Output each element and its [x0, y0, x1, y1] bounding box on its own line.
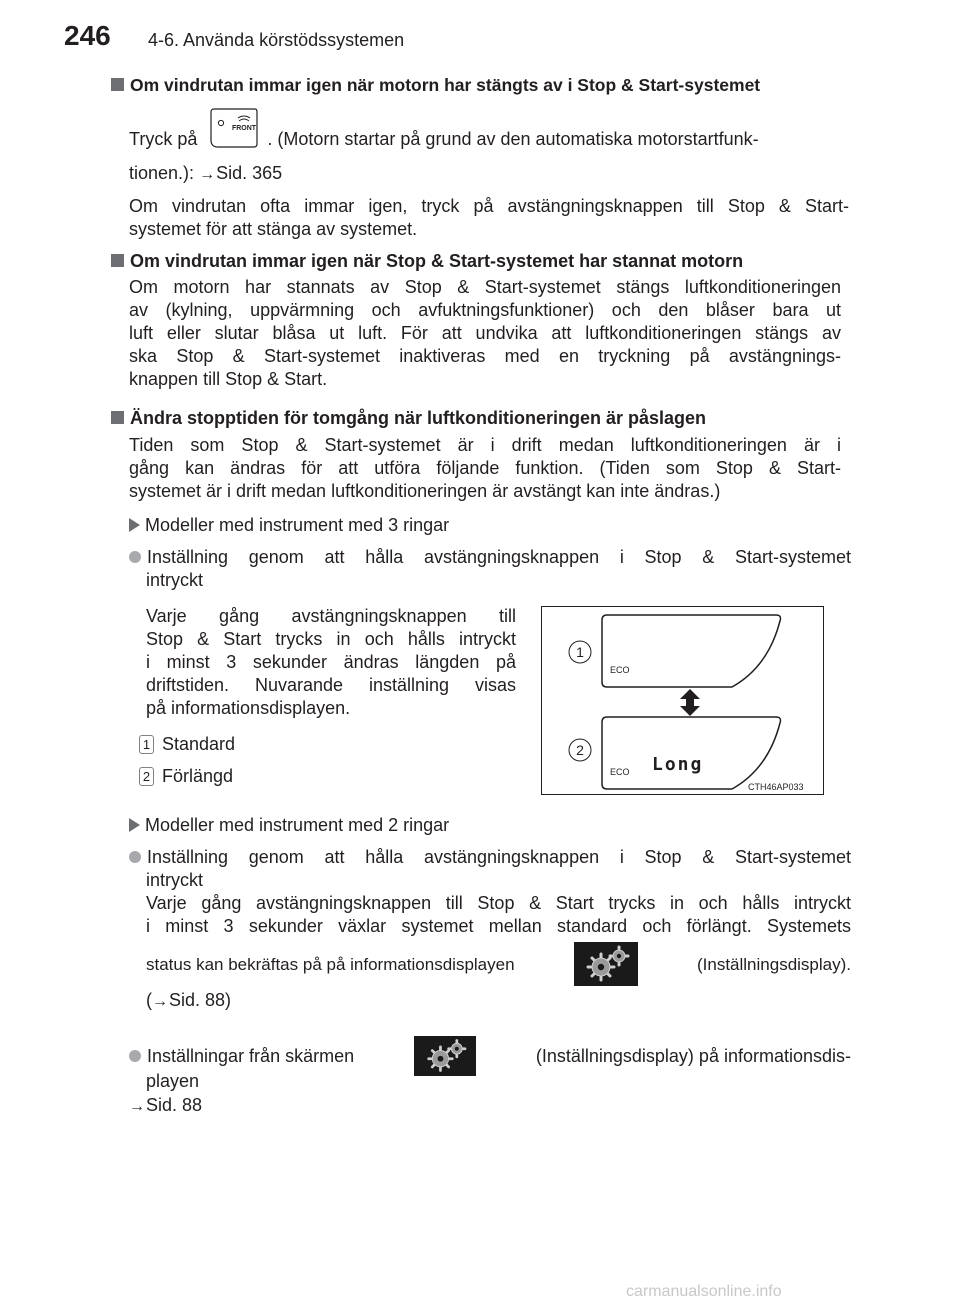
legend-label: Standard: [162, 734, 236, 754]
paragraph-front-defroster: [129, 126, 849, 154]
display-outline-standard: [602, 615, 781, 687]
legend-item-1: [139, 733, 235, 756]
heading-square-icon: [111, 78, 124, 91]
text: Inställning genom att hålla avstängningsknappen i Stop & Start-systemet: [147, 847, 851, 867]
subsection-2-rings: [129, 814, 449, 837]
circle-bullet-icon: [129, 551, 141, 563]
svg-text:2: 2: [576, 742, 584, 758]
circle-bullet-icon: [129, 1050, 141, 1062]
text-line: ska Stop & Start-systemet inaktiveras med en tryckning på avstängnings-: [129, 346, 841, 366]
text-line: Tiden som Stop & Start-systemet är i drift medan luftkonditioneringen är i: [129, 435, 841, 455]
text: status kan bekräftas på på informationsdisplayen: [146, 954, 515, 974]
legend-label: Förlängd: [162, 766, 234, 786]
text: (Inställningsdisplay) på informationsdis-: [535, 1045, 851, 1066]
text: Tryck på: [129, 128, 198, 149]
section-heading-2: [111, 251, 743, 272]
subsection-3-rings: [129, 514, 449, 537]
text-line: intryckt: [146, 870, 204, 890]
arrow-icon: →: [152, 993, 168, 1010]
text-line: i minst 3 sekunder ändras längden på: [146, 652, 516, 672]
bullet-hold-button-3ring: [129, 546, 851, 592]
double-arrow-icon: [680, 689, 700, 716]
status-line: [146, 942, 851, 986]
subsection-label: Modeller med instrument med 2 ringar: [145, 815, 450, 835]
reference-line-2: [129, 1094, 202, 1118]
triangle-bullet-icon: [129, 818, 140, 832]
text: Inställning genom att hålla avstängningsknappen i Stop & Start-systemet: [147, 547, 851, 567]
text: Inställningar från skärmen: [147, 1045, 355, 1066]
paragraph-change-time: [129, 434, 841, 503]
text: (Inställningsdisplay).: [696, 954, 851, 974]
text-line: på informationsdisplayen.: [146, 698, 351, 718]
arrow-icon: →: [199, 166, 216, 183]
legend-item-2: [139, 765, 233, 788]
text-line: Om motorn har stannats av Stop & Start-systemet stängs luftkonditioneringen: [129, 277, 841, 297]
text-line: gång kan ändras för att utföra följande funktion. (Tiden som Stop & Start-: [129, 458, 841, 478]
subsection-label: Modeller med instrument med 3 ringar: [145, 515, 450, 535]
number-box: 1: [139, 735, 154, 754]
text-line: intryckt: [146, 570, 204, 590]
svg-text:FRONT: FRONT: [232, 125, 257, 132]
circle-bullet-icon: [129, 851, 141, 863]
arrow-icon: →: [129, 1098, 145, 1115]
svg-text:CTH46AP033: CTH46AP033: [748, 782, 804, 792]
section-heading-3: [111, 408, 706, 429]
heading-square-icon: [111, 254, 124, 267]
text-line: luft eller slutar blåsa ut luft. För att undvika att luftkonditioneringen stängs av: [129, 323, 841, 343]
text: . (Motorn startar på grund av den automatiska motorstartfunk-: [267, 128, 759, 149]
page-reference: Sid. 88): [169, 990, 232, 1010]
section-heading-text: Ändra stopptiden för tomgång när luftkonditioneringen är påslagen: [130, 408, 707, 428]
text: tionen.):: [129, 163, 195, 183]
paragraph-3ring-desc: [146, 605, 516, 720]
bullet-settings-screen: [129, 1036, 851, 1076]
paragraph-engine-stopped: [129, 276, 841, 391]
watermark: carmanualsonline.info: [626, 1283, 782, 1300]
text-line: knappen till Stop & Start.: [129, 369, 328, 389]
svg-text:1: 1: [576, 644, 584, 660]
text-line-playen: playen: [146, 1071, 200, 1091]
reference-line: [146, 989, 231, 1013]
text: (: [146, 990, 152, 1010]
text-line: av (kylning, uppvärmning och avfuktningsfunktioner) och den blåser bara ut: [129, 300, 841, 320]
settings-gear-icon: [574, 942, 638, 986]
paragraph-often-fog: [129, 195, 849, 241]
section-heading-1: [111, 75, 760, 96]
svg-text:ECO: ECO: [610, 665, 630, 675]
front-defroster-button-icon: [208, 108, 258, 154]
paragraph-front-defroster-cont: [129, 162, 282, 186]
svg-text:Long: Long: [652, 754, 704, 775]
text-line: i minst 3 sekunder växlar systemet mellan standard och förlängt. Systemets: [146, 916, 851, 936]
heading-square-icon: [111, 411, 124, 424]
text-line: systemet för att stänga av systemet.: [129, 219, 418, 239]
section-heading-text: Om vindrutan immar igen när motorn har stängts av i Stop & Start-systemet: [130, 75, 761, 95]
text-line: Varje gång avstängningsknappen till: [146, 606, 516, 626]
settings-gear-icon: [414, 1036, 476, 1076]
text-line: driftstiden. Nuvarande inställning visas: [146, 675, 516, 695]
text-line: Stop & Start trycks in och hålls intryckt: [146, 629, 516, 649]
bullet-hold-button-2ring: [129, 846, 851, 938]
text-line: systemet är i drift medan luftkonditioneringen är avstängt kan inte ändras.): [129, 481, 721, 501]
section-heading-text: Om vindrutan immar igen när Stop & Start-systemet har stannat motorn: [130, 251, 744, 271]
display-illustration: [541, 606, 824, 795]
svg-text:ECO: ECO: [610, 767, 630, 777]
chapter-title: 4-6. Använda körstödssystemen: [148, 30, 405, 50]
number-box: 2: [139, 767, 154, 786]
display-outline-long: [602, 717, 781, 789]
page-reference: Sid. 365: [216, 163, 283, 183]
text-line: Om vindrutan ofta immar igen, tryck på avstängningsknappen till Stop & Start-: [129, 196, 849, 216]
triangle-bullet-icon: [129, 518, 140, 532]
page-reference: Sid. 88: [146, 1095, 203, 1115]
text-line: Varje gång avstängningsknappen till Stop & Start trycks in och hålls intryckt: [146, 893, 851, 913]
page-number: 246: [64, 20, 111, 51]
